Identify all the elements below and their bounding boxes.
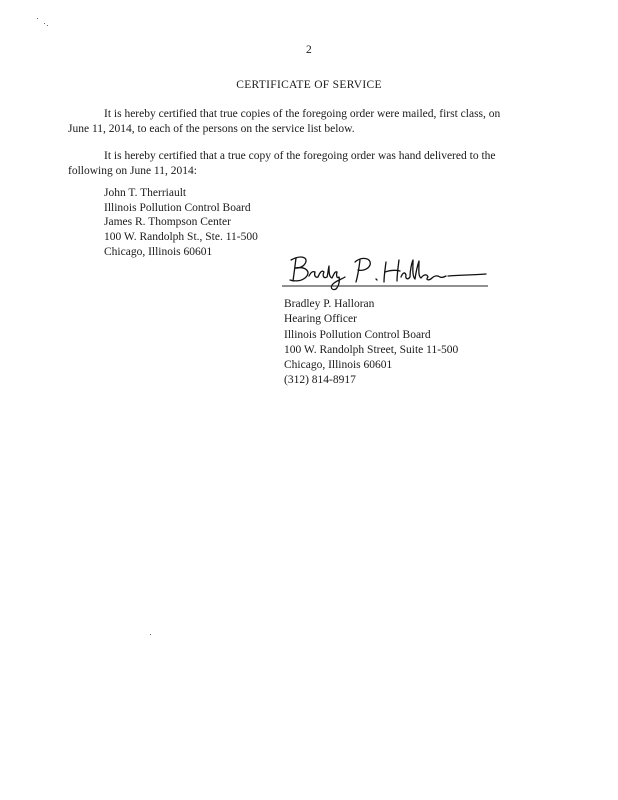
handwritten-signature — [282, 250, 492, 292]
mailed-paragraph — [68, 107, 528, 136]
signer-organization: Illinois Pollution Control Board — [284, 328, 431, 341]
certificate-heading: CERTIFICATE OF SERVICE — [236, 79, 382, 91]
paragraph-line: It is hereby certified that true copies of the foregoing order were mailed, first class, on — [104, 108, 501, 120]
signer-title: Hearing Officer — [284, 313, 357, 326]
scan-speck — [150, 634, 151, 635]
page-number: 2 — [306, 44, 312, 56]
paragraph-line: It is hereby certified that a true copy of the foregoing order was hand delivered to the — [104, 150, 496, 162]
recipient-city: Chicago, Illinois 60601 — [104, 245, 213, 258]
paragraph-line: June 11, 2014, to each of the persons on the service list below. — [68, 122, 355, 135]
paragraph-line: following on June 11, 2014: — [68, 164, 197, 177]
recipient-address-block — [104, 186, 258, 260]
recipient-organization: Illinois Pollution Control Board — [104, 201, 251, 214]
recipient-building: James R. Thompson Center — [104, 216, 231, 229]
signer-block — [284, 297, 458, 389]
recipient-name: John T. Therriault — [104, 187, 187, 199]
signer-phone: (312) 814-8917 — [284, 374, 356, 387]
hand-delivered-paragraph — [68, 149, 528, 178]
scan-speck — [44, 23, 45, 24]
scan-speck — [37, 18, 38, 19]
signer-name: Bradley P. Halloran — [284, 298, 375, 310]
signer-city: Chicago, Illinois 60601 — [284, 359, 393, 372]
recipient-street: 100 W. Randolph St., Ste. 11-500 — [104, 231, 258, 244]
signer-street: 100 W. Randolph Street, Suite 11-500 — [284, 343, 459, 356]
scan-speck — [47, 25, 48, 26]
